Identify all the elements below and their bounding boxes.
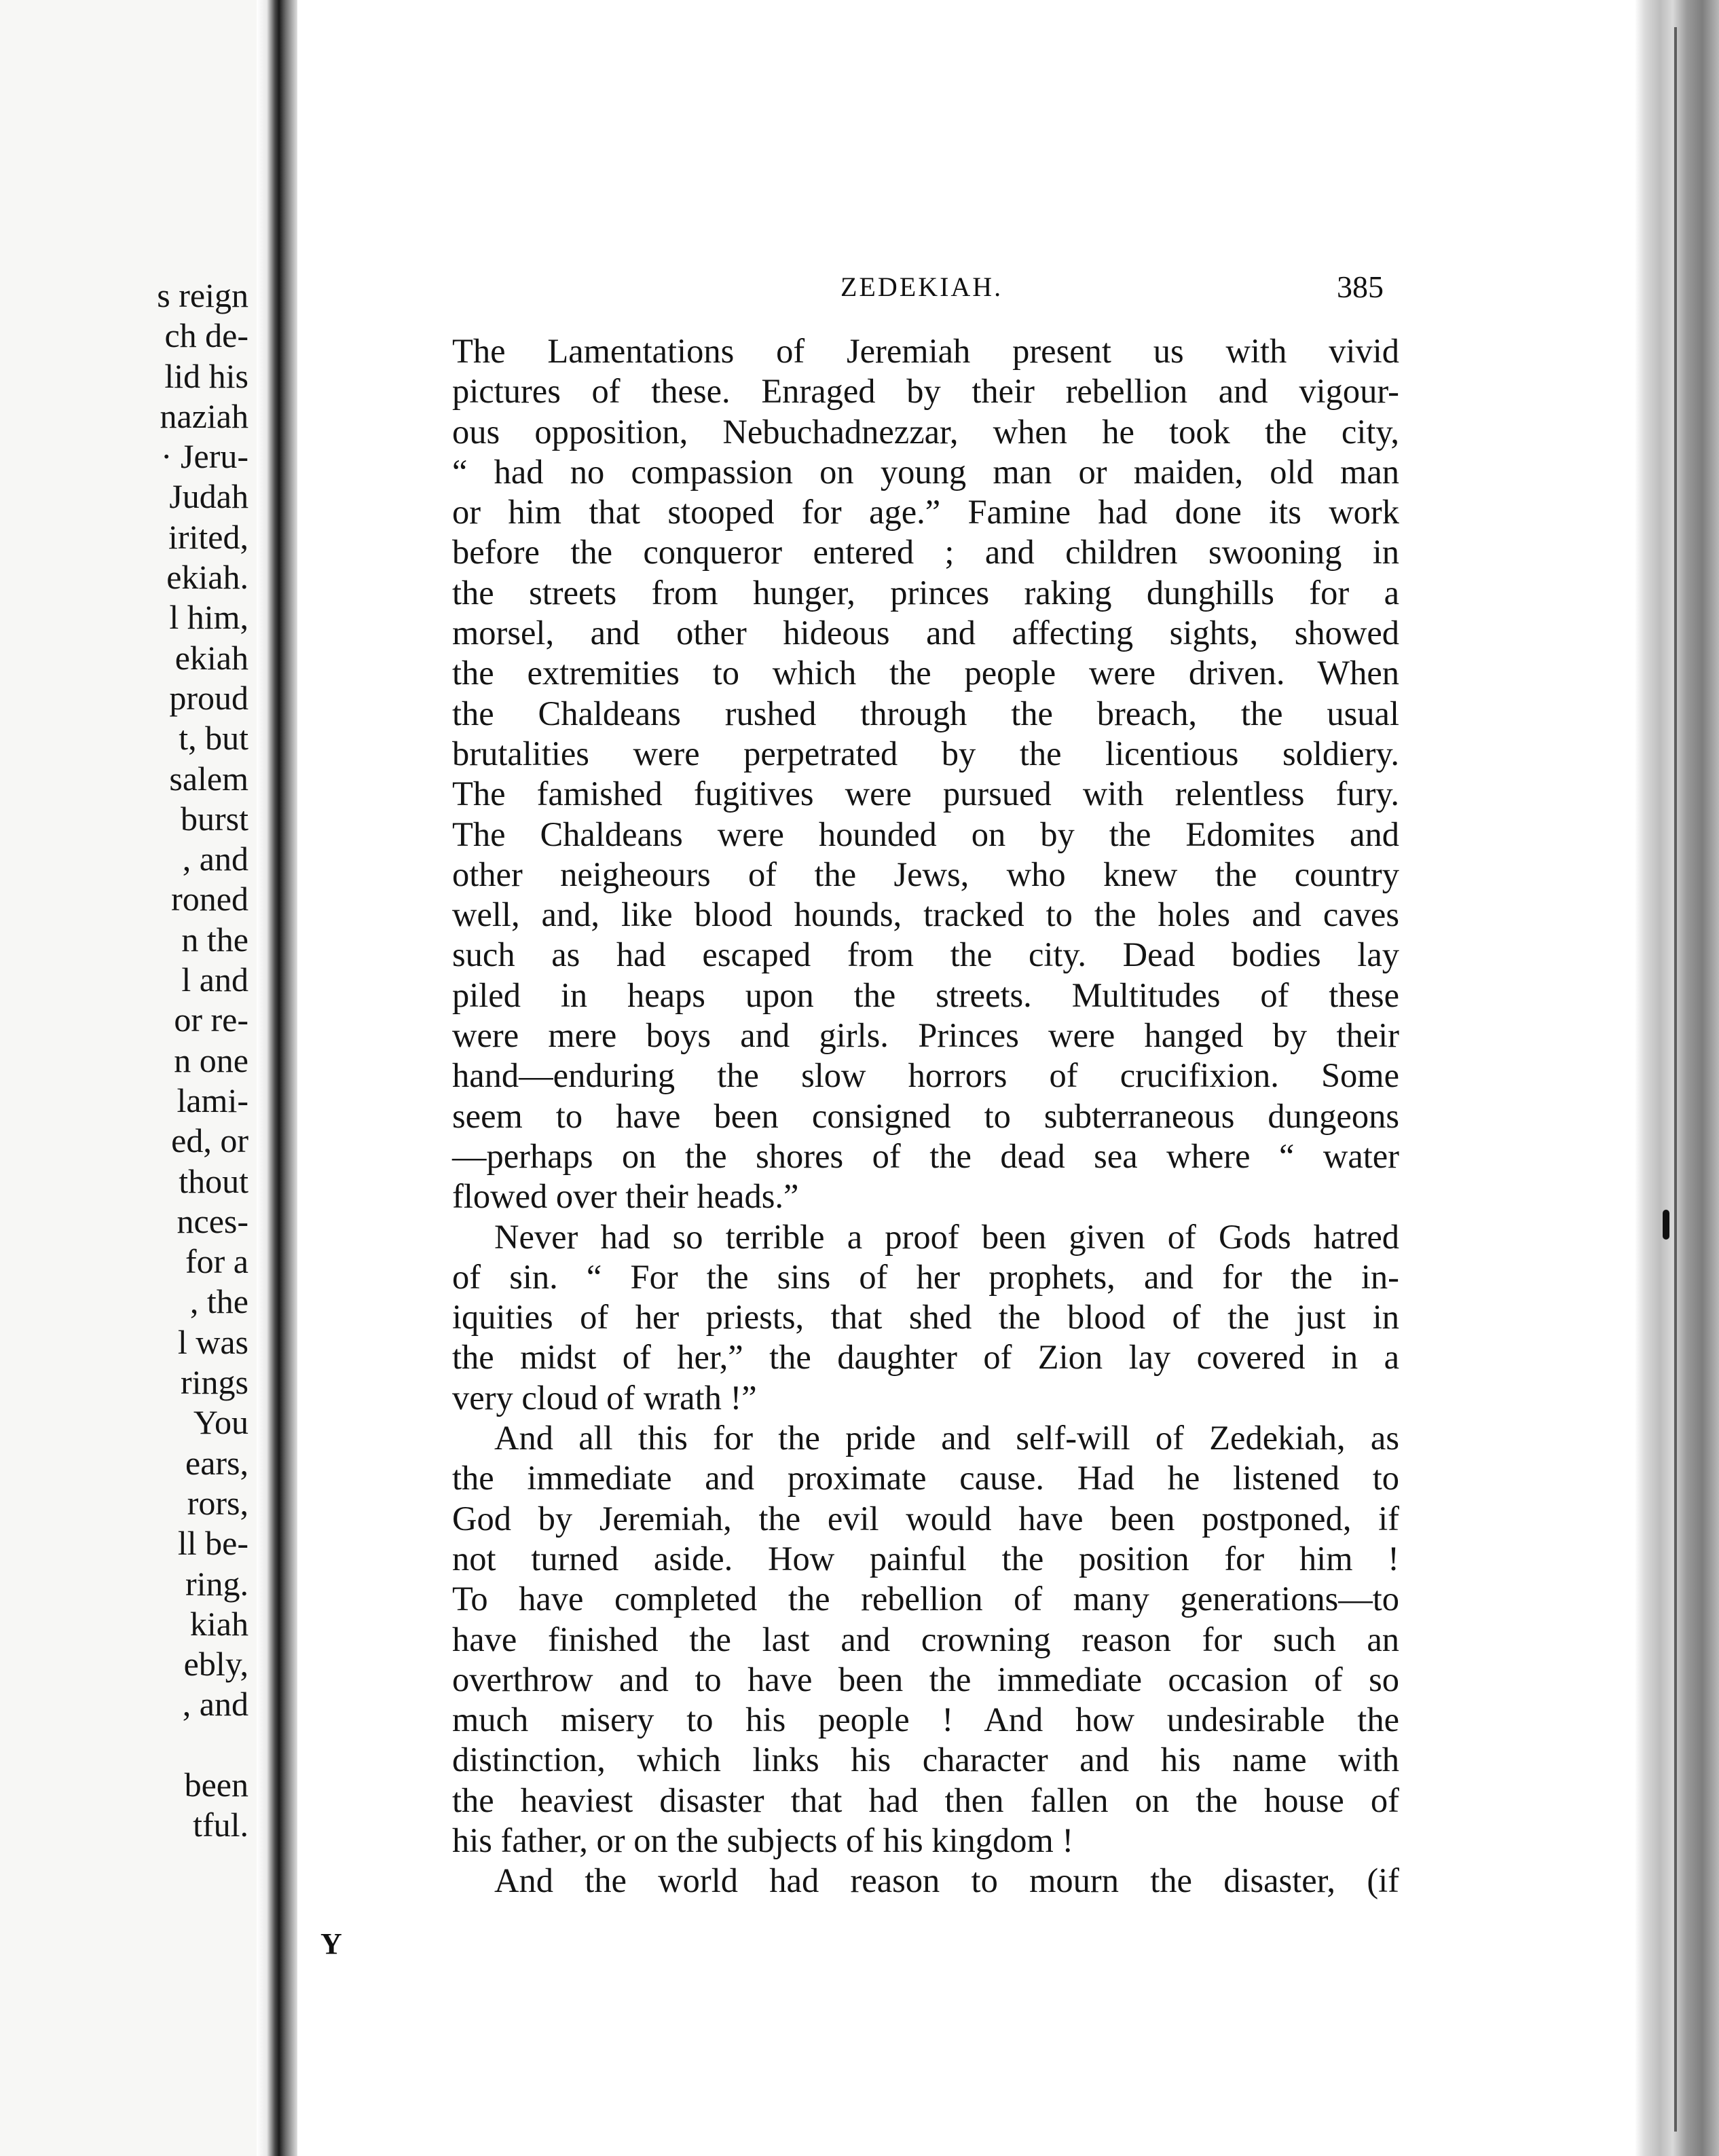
page-number: 385 [1337,270,1384,304]
text-line: morsel, and other hideous and affecting sights, showed [452,614,1399,652]
previous-page-line: thout [179,1161,248,1200]
text-line: the Chaldeans rushed through the breach, the usual [452,694,1399,732]
text-line: much misery to his people ! And how undesirable the [452,1700,1399,1739]
text-line: distinction, which links his character and his name with [452,1741,1399,1779]
previous-page-line: or re- [174,1001,248,1039]
previous-page-line: l was [177,1322,248,1361]
text-line: the heaviest disaster that had then fallen on the house of [452,1781,1399,1819]
page-header [297,263,1635,311]
text-line: overthrow and to have been the immediate occasion of so [452,1660,1399,1698]
previous-page-line: roned [171,880,248,918]
previous-page-text [157,276,248,1846]
previous-page-line: l and [181,961,248,999]
previous-page-line: ll be- [177,1524,248,1563]
text-line: The Chaldeans were hounded on by the Edomites and [452,815,1399,853]
text-line: hand—enduring the slow horrors of crucifixion. Some [452,1056,1399,1095]
text-line: his father, or on the subjects of his kingdom ! [452,1821,1074,1859]
page-edge-mark [1663,1210,1669,1240]
previous-page-line: for a [185,1242,248,1281]
page-edge-line [1674,27,1677,2132]
previous-page-line [157,1725,248,1765]
text-line: the immediate and proximate cause. Had he listened to [452,1459,1399,1498]
previous-page-line: You [193,1403,248,1442]
previous-page-line: , the [189,1282,248,1321]
previous-page-line: · Jeru- [160,437,248,476]
previous-page-line: burst [181,799,248,838]
previous-page-line: , and [182,1685,248,1724]
text-line: seem to have been consigned to subterraneous dungeons [452,1096,1399,1135]
text-line: iquities of her priests, that shed the blood of the just in [452,1298,1399,1337]
text-line: the extremities to which the people were driven. When [452,654,1399,692]
previous-page-line: irited, [168,517,248,556]
previous-page-line: t, but [179,719,248,758]
text-line: were mere boys and girls. Princes were hanged by their [452,1016,1399,1055]
previous-page-line: n one [174,1041,248,1079]
previous-page-line: kiah [189,1604,248,1643]
text-line: The famished fugitives were pursued with relentless fury. [452,775,1399,813]
running-head: ZEDEKIAH. [840,272,1003,302]
text-line: such as had escaped from the city. Dead bodies lay [452,935,1399,974]
previous-page-line: lami- [177,1081,248,1119]
text-line: of sin. “ For the sins of her prophets, and for the in- [452,1257,1399,1296]
previous-page-line: tful. [193,1806,248,1844]
previous-page-line: ebly, [183,1645,248,1684]
text-line: very cloud of wrath !” [452,1378,757,1417]
previous-page-line: , and [182,840,248,878]
previous-page-line: n the [181,920,248,959]
paragraph-start-line: And all this for the pride and self-will of Zedekiah, as [494,1419,1399,1457]
previous-page-line: nces- [177,1202,248,1240]
text-line: To have completed the rebellion of many generations—to [452,1580,1399,1618]
previous-page-line: proud [169,678,248,717]
previous-page-line: l him, [169,598,248,637]
text-line: “ had no compassion on young man or maiden, old man [452,452,1399,491]
text-line: brutalities were perpetrated by the licentious soldiery. [452,734,1399,773]
text-line: well, and, like blood hounds, tracked to the holes and caves [452,895,1399,934]
previous-page [0,0,258,2156]
paragraph-start-line: And the world had reason to mourn the disaster, (if [494,1861,1399,1900]
previous-page-line: ekiah. [166,558,248,597]
paragraph-start-line: Never had so terrible a proof been given of Gods hatred [494,1217,1399,1256]
text-line: not turned aside. How painful the position for him ! [452,1539,1399,1578]
previous-page-line: ekiah [174,638,248,677]
text-line: other neigheours of the Jews, who knew the country [452,855,1399,893]
text-line: the streets from hunger, princes raking dunghills for a [452,573,1399,612]
text-line: have finished the last and crowning reason for such an [452,1620,1399,1658]
previous-page-line: lid his [164,356,248,395]
previous-page-line: rings [181,1363,248,1402]
book-edge [1635,0,1719,2156]
previous-page-line: Judah [169,477,248,516]
body-text [452,331,1399,1901]
text-line: The Lamentations of Jeremiah present us with vivid [452,332,1399,370]
previous-page-line: ch de- [164,316,248,355]
text-line: ous opposition, Nebuchadnezzar, when he took the city, [452,412,1399,451]
previous-page-line: been [184,1765,248,1804]
book-page [297,12,1635,2144]
previous-page-line: ears, [185,1443,248,1482]
text-line: before the conqueror entered ; and children swooning in [452,533,1399,572]
signature-mark: Y [320,1927,342,1960]
text-line: God by Jeremiah, the evil would have been postponed, if [452,1499,1399,1538]
previous-page-line: ed, or [171,1121,248,1160]
previous-page-line: salem [169,759,248,798]
previous-page-line: ring. [185,1564,248,1603]
text-line: pictures of these. Enraged by their rebellion and vigour- [452,372,1399,411]
previous-page-line: naziah [160,396,248,435]
text-line: the midst of her,” the daughter of Zion lay covered in a [452,1338,1399,1377]
gutter-shadow [277,0,297,2156]
text-line: flowed over their heads.” [452,1177,799,1216]
text-line: —perhaps on the shores of the dead sea where “ water [452,1136,1399,1175]
text-line: or him that stooped for age.” Famine had done its work [452,493,1399,532]
previous-page-line: rors, [187,1483,248,1522]
previous-page-line: s reign [157,276,248,314]
text-line: piled in heaps upon the streets. Multitudes of these [452,975,1399,1014]
